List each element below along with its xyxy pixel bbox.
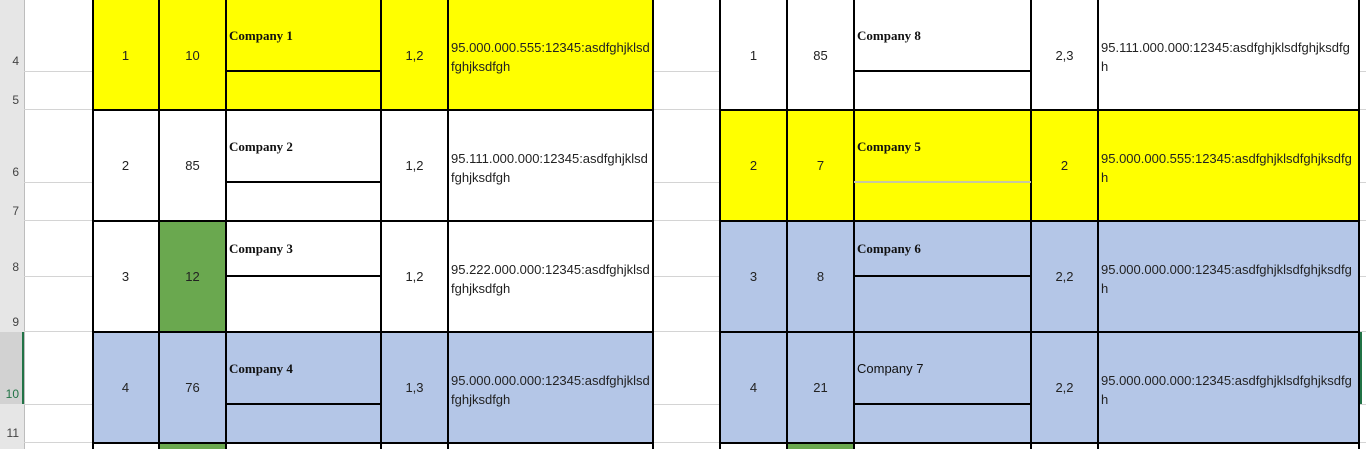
- left-row1-address[interactable]: 95.000.000.555:12345:asdfghjklsdfghjksdfgh: [448, 36, 653, 110]
- border: [854, 275, 1031, 277]
- border: [719, 442, 1360, 444]
- border: [854, 70, 1031, 72]
- border: [226, 275, 381, 277]
- right-row4-rate[interactable]: 2,2: [1031, 332, 1098, 443]
- right-row4-company: Company 7: [857, 361, 924, 376]
- right-row3-company: Company 6: [857, 241, 921, 256]
- left-row3-company[interactable]: Company 3: [229, 241, 293, 256]
- right-row3-address[interactable]: 95.000.000.000:12345:asdfghjklsdfghjksdfgh: [1098, 258, 1360, 332]
- left-row4-address-bg: [448, 332, 653, 369]
- right-row4-address-bg: [1098, 332, 1360, 369]
- border: [92, 331, 654, 333]
- left-row2-num[interactable]: 2: [92, 110, 159, 221]
- left-row3-count[interactable]: 12: [159, 221, 226, 332]
- left-row1-company: Company 1: [229, 28, 293, 43]
- left-row2-rate[interactable]: 1,2: [381, 110, 448, 221]
- left-row3-address[interactable]: 95.222.000.000:12345:asdfghjklsdfghjksdfgh: [448, 258, 653, 332]
- right-row2-count[interactable]: 7: [787, 110, 854, 221]
- border: [226, 70, 381, 72]
- left-row3-rate[interactable]: 1,2: [381, 221, 448, 332]
- gridline: [854, 181, 1031, 183]
- right-row2-rate[interactable]: 2: [1031, 110, 1098, 221]
- row-number-10[interactable]: 10: [5, 387, 19, 401]
- border: [786, 0, 788, 449]
- right-row2-company: Company 5: [857, 139, 921, 154]
- right-row1-num[interactable]: 1: [720, 0, 787, 110]
- right-row2-company-cell[interactable]: [854, 110, 1031, 221]
- border: [92, 442, 654, 444]
- left-row4-company: Company 4: [229, 361, 293, 376]
- right-row1-rate[interactable]: 2,3: [1031, 0, 1098, 110]
- row-number-9[interactable]: 9: [12, 315, 19, 329]
- left-row1-company-cell[interactable]: [226, 0, 381, 110]
- border: [380, 0, 382, 449]
- right-row4-num[interactable]: 4: [720, 332, 787, 443]
- right-row2-num[interactable]: 2: [720, 110, 787, 221]
- right-row3-rate[interactable]: 2,2: [1031, 221, 1098, 332]
- border: [719, 220, 1360, 222]
- active-cell-edge: [1360, 332, 1362, 404]
- left-row4-rate[interactable]: 1,3: [381, 332, 448, 443]
- right-row3-num[interactable]: 3: [720, 221, 787, 332]
- left-row1-rate[interactable]: 1,2: [381, 0, 448, 110]
- row-number-11[interactable]: 11: [6, 426, 19, 440]
- border: [92, 220, 654, 222]
- right-row3-count[interactable]: 8: [787, 221, 854, 332]
- right-row2-address[interactable]: 95.000.000.555:12345:asdfghjklsdfghjksdfgh: [1098, 147, 1360, 221]
- row-number-8[interactable]: 8: [12, 260, 19, 274]
- left-row2-address[interactable]: 95.111.000.000:12345:asdfghjklsdfghjksdfgh: [448, 147, 653, 221]
- left-row1-count[interactable]: 10: [159, 0, 226, 110]
- right-row4-company-cell[interactable]: [854, 332, 1031, 443]
- border: [1030, 0, 1032, 449]
- border: [158, 0, 160, 449]
- border: [225, 0, 227, 449]
- border: [92, 0, 94, 449]
- border: [92, 109, 654, 111]
- left-row3-num[interactable]: 3: [92, 221, 159, 332]
- left-row2-count[interactable]: 85: [159, 110, 226, 221]
- left-row1-num[interactable]: 1: [92, 0, 159, 110]
- left-row4-num[interactable]: 4: [92, 332, 159, 443]
- border: [854, 403, 1031, 405]
- border: [853, 0, 855, 449]
- border: [719, 109, 1360, 111]
- left-row4-company-cell[interactable]: [226, 332, 381, 443]
- right-row1-address[interactable]: 95.111.000.000:12345:asdfghjklsdfghjksdfgh: [1098, 36, 1360, 110]
- border: [226, 403, 381, 405]
- left-row4-address[interactable]: 95.000.000.000:12345:asdfghjklsdfghjksdfgh: [448, 369, 653, 443]
- border: [447, 0, 449, 449]
- row-number-6[interactable]: 6: [12, 165, 19, 179]
- border: [719, 0, 721, 449]
- right-row4-address[interactable]: 95.000.000.000:12345:asdfghjklsdfghjksdfgh: [1098, 369, 1360, 443]
- right-row1-company[interactable]: Company 8: [857, 28, 921, 43]
- border: [652, 0, 654, 449]
- row-number-5[interactable]: 5: [12, 93, 19, 107]
- left-row2-company[interactable]: Company 2: [229, 139, 293, 154]
- left-row1-address-bg: [448, 0, 653, 36]
- border: [226, 181, 381, 183]
- right-row4-count[interactable]: 21: [787, 332, 854, 443]
- row-number-4[interactable]: 4: [12, 54, 19, 68]
- right-row3-address-bg: [1098, 221, 1360, 258]
- border: [1097, 0, 1099, 449]
- row-number-7[interactable]: 7: [12, 204, 19, 218]
- right-row2-address-bg: [1098, 110, 1360, 147]
- right-row1-count[interactable]: 85: [787, 0, 854, 110]
- border: [719, 331, 1360, 333]
- left-row4-count[interactable]: 76: [159, 332, 226, 443]
